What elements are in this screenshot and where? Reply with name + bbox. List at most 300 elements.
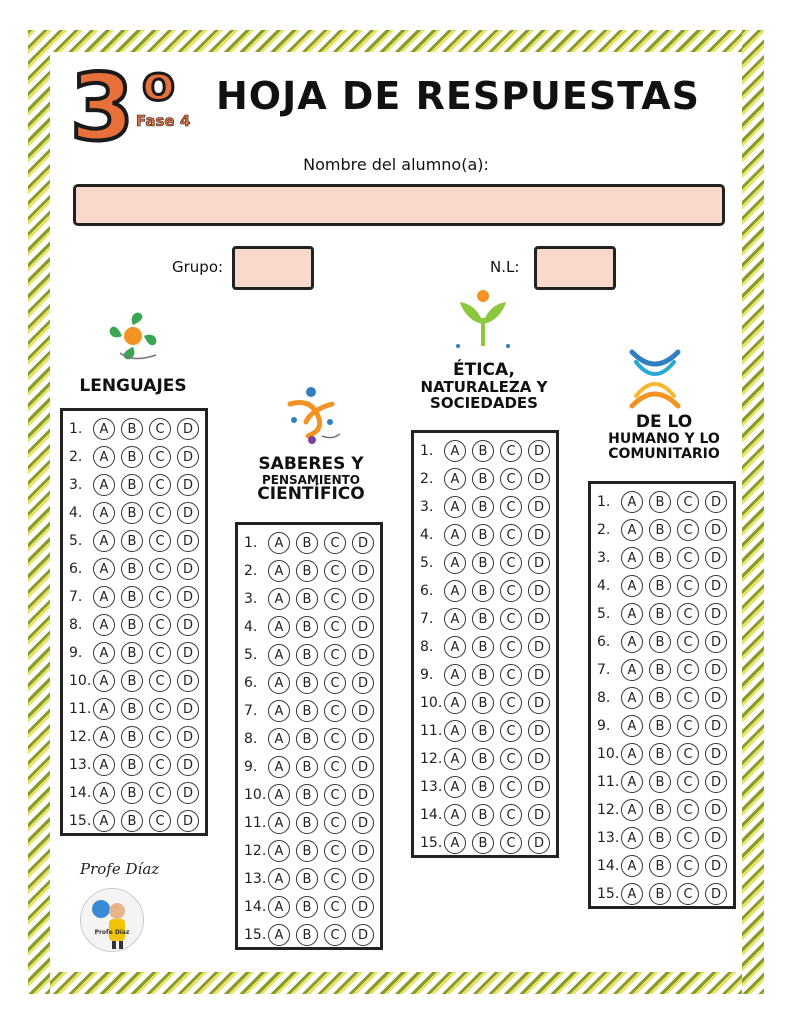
answer-bubble-b[interactable]: B [296, 672, 318, 694]
answer-bubble-a[interactable]: A [268, 672, 290, 694]
answer-bubble-d[interactable]: D [705, 827, 727, 849]
answer-bubble-b[interactable]: B [121, 418, 143, 440]
answer-bubble-d[interactable]: D [528, 496, 550, 518]
field-title-line: SOCIEDADES [430, 393, 538, 412]
answer-bubble-d[interactable]: D [352, 924, 374, 946]
question-row [63, 695, 205, 723]
answer-bubble-b[interactable]: B [649, 575, 671, 597]
answer-bubble-a[interactable]: A [268, 588, 290, 610]
question-number: 8. [420, 639, 434, 655]
answer-bubble-d[interactable]: D [705, 687, 727, 709]
field-title-line: ÉTICA, [453, 360, 515, 380]
answer-bubble-d[interactable]: D [705, 715, 727, 737]
question-number: 2. [244, 563, 258, 579]
answer-bubble-a[interactable]: A [444, 524, 466, 546]
answer-bubble-b[interactable]: B [296, 924, 318, 946]
answer-bubble-a[interactable]: A [444, 748, 466, 770]
answer-bubble-a[interactable]: A [621, 855, 643, 877]
answer-bubble-c[interactable]: C [500, 832, 522, 854]
answer-bubble-b[interactable]: B [296, 840, 318, 862]
answer-bubble-d[interactable]: D [352, 728, 374, 750]
question-number: 9. [597, 718, 611, 734]
question-row [591, 656, 733, 684]
answer-bubble-a[interactable]: A [93, 446, 115, 468]
answer-bubble-d[interactable]: D [528, 832, 550, 854]
answer-bubble-c[interactable]: C [500, 692, 522, 714]
answer-bubble-a[interactable]: A [268, 756, 290, 778]
answer-bubble-d[interactable]: D [528, 776, 550, 798]
answer-bubble-d[interactable]: D [352, 588, 374, 610]
question-row [414, 773, 556, 801]
answer-bubble-c[interactable]: C [500, 440, 522, 462]
answer-bubble-a[interactable]: A [444, 720, 466, 742]
answer-bubble-c[interactable]: C [677, 855, 699, 877]
question-row [414, 633, 556, 661]
question-number: 2. [420, 471, 434, 487]
answer-bubble-b[interactable]: B [472, 440, 494, 462]
answer-bubble-a[interactable]: A [621, 687, 643, 709]
answer-bubble-d[interactable]: D [528, 804, 550, 826]
answer-bubble-a[interactable]: A [268, 616, 290, 638]
answer-bubble-d[interactable]: D [528, 636, 550, 658]
answer-bubble-a[interactable]: A [93, 698, 115, 720]
answer-bubble-a[interactable]: A [444, 580, 466, 602]
answer-bubble-a[interactable]: A [93, 558, 115, 580]
answer-bubble-d[interactable]: D [528, 748, 550, 770]
answer-bubble-a[interactable]: A [93, 782, 115, 804]
answer-bubble-c[interactable]: C [500, 580, 522, 602]
answer-bubble-d[interactable]: D [352, 700, 374, 722]
answer-bubble-c[interactable]: C [500, 776, 522, 798]
answer-bubble-c[interactable]: C [500, 804, 522, 826]
answer-bubble-c[interactable]: C [677, 547, 699, 569]
avatar-caption: Profe Díaz [94, 929, 130, 936]
answer-bubble-a[interactable]: A [444, 832, 466, 854]
answer-bubble-a[interactable]: A [444, 468, 466, 490]
answer-bubble-c[interactable]: C [324, 868, 346, 890]
answer-bubble-b[interactable]: B [472, 832, 494, 854]
answer-bubble-b[interactable]: B [296, 756, 318, 778]
answer-bubble-b[interactable]: B [296, 896, 318, 918]
answer-bubble-d[interactable]: D [177, 474, 199, 496]
answer-bubble-d[interactable]: D [177, 446, 199, 468]
answer-bubble-d[interactable]: D [352, 616, 374, 638]
question-row [63, 667, 205, 695]
answer-bubble-a[interactable]: A [268, 840, 290, 862]
answer-bubble-d[interactable]: D [528, 552, 550, 574]
answer-bubble-c[interactable]: C [677, 631, 699, 653]
author-avatar [80, 888, 144, 952]
answer-bubble-c[interactable]: C [500, 524, 522, 546]
answer-bubble-c[interactable]: C [677, 743, 699, 765]
field-title-line: CIENTÍFICO [257, 484, 365, 505]
answer-bubble-c[interactable]: C [324, 728, 346, 750]
answer-bubble-c[interactable]: C [149, 558, 171, 580]
answer-bubble-b[interactable]: B [472, 608, 494, 630]
answer-bubble-b[interactable]: B [121, 530, 143, 552]
answer-bubble-c[interactable]: C [500, 720, 522, 742]
question-row [238, 641, 380, 669]
answer-bubble-c[interactable]: C [500, 496, 522, 518]
answer-bubble-b[interactable]: B [472, 748, 494, 770]
answer-bubble-a[interactable]: A [621, 603, 643, 625]
answer-bubble-d[interactable]: D [528, 580, 550, 602]
answer-bubble-c[interactable]: C [324, 672, 346, 694]
answer-bubble-c[interactable]: C [149, 754, 171, 776]
question-row [63, 639, 205, 667]
answer-bubble-a[interactable]: A [268, 896, 290, 918]
answer-bubble-c[interactable]: C [324, 644, 346, 666]
answer-bubble-d[interactable]: D [705, 743, 727, 765]
answer-bubble-b[interactable]: B [472, 524, 494, 546]
answer-bubble-c[interactable]: C [324, 588, 346, 610]
answer-bubble-b[interactable]: B [472, 664, 494, 686]
answer-bubble-b[interactable]: B [472, 692, 494, 714]
grade-ordinal: o [142, 56, 175, 112]
answer-bubble-d[interactable]: D [177, 502, 199, 524]
answer-bubble-b[interactable]: B [649, 855, 671, 877]
question-number: 14. [69, 785, 92, 801]
answer-bubble-d[interactable]: D [352, 784, 374, 806]
answer-bubble-b[interactable]: B [296, 784, 318, 806]
answer-bubble-c[interactable]: C [324, 532, 346, 554]
answer-bubble-c[interactable]: C [677, 519, 699, 541]
answer-bubble-c[interactable]: C [677, 575, 699, 597]
question-number: 15. [420, 835, 443, 851]
answer-bubble-d[interactable]: D [705, 575, 727, 597]
question-number: 10. [420, 695, 443, 711]
answer-bubble-b[interactable]: B [472, 552, 494, 574]
answer-bubble-b[interactable]: B [472, 496, 494, 518]
group-field[interactable] [232, 246, 314, 290]
answer-bubble-a[interactable]: A [444, 804, 466, 826]
answer-bubble-d[interactable]: D [352, 868, 374, 890]
answer-bubble-d[interactable]: D [528, 692, 550, 714]
answer-bubble-b[interactable]: B [121, 558, 143, 580]
answer-bubble-d[interactable]: D [528, 524, 550, 546]
answer-bubble-a[interactable]: A [444, 608, 466, 630]
answer-bubble-a[interactable]: A [93, 614, 115, 636]
question-row [414, 717, 556, 745]
answer-bubble-b[interactable]: B [472, 636, 494, 658]
answer-bubble-c[interactable]: C [324, 784, 346, 806]
answer-bubble-d[interactable]: D [705, 659, 727, 681]
answer-bubble-c[interactable]: C [149, 474, 171, 496]
answer-bubble-b[interactable]: B [649, 659, 671, 681]
answer-bubble-b[interactable]: B [649, 743, 671, 765]
answer-bubble-d[interactable]: D [528, 440, 550, 462]
answer-bubble-b[interactable]: B [649, 715, 671, 737]
answer-bubble-c[interactable]: C [149, 670, 171, 692]
answer-bubble-d[interactable]: D [352, 644, 374, 666]
question-number: 13. [69, 757, 92, 773]
answer-bubble-a[interactable]: A [93, 502, 115, 524]
answer-bubble-d[interactable]: D [705, 631, 727, 653]
answer-bubble-b[interactable]: B [121, 586, 143, 608]
answer-bubble-c[interactable]: C [677, 491, 699, 513]
question-row [414, 745, 556, 773]
question-number: 13. [244, 871, 267, 887]
answer-bubble-a[interactable]: A [268, 560, 290, 582]
answer-bubble-d[interactable]: D [177, 614, 199, 636]
answer-bubble-a[interactable]: A [93, 726, 115, 748]
answer-bubble-b[interactable]: B [649, 491, 671, 513]
answer-bubble-b[interactable]: B [121, 754, 143, 776]
answer-bubble-b[interactable]: B [296, 588, 318, 610]
answer-bubble-c[interactable]: C [149, 502, 171, 524]
answer-bubble-b[interactable]: B [296, 532, 318, 554]
answer-bubble-a[interactable]: A [93, 754, 115, 776]
answer-bubble-b[interactable]: B [649, 771, 671, 793]
answer-bubble-c[interactable]: C [149, 418, 171, 440]
lenguajes-logo-icon [100, 303, 166, 369]
answer-bubble-c[interactable]: C [324, 756, 346, 778]
answer-bubble-a[interactable]: A [621, 799, 643, 821]
answer-bubble-c[interactable]: C [677, 603, 699, 625]
answer-bubble-a[interactable]: A [268, 924, 290, 946]
answer-bubble-c[interactable]: C [324, 840, 346, 862]
answer-bubble-a[interactable]: A [621, 743, 643, 765]
answer-bubble-d[interactable]: D [177, 530, 199, 552]
answer-bubble-d[interactable]: D [705, 883, 727, 905]
answer-bubble-a[interactable]: A [621, 519, 643, 541]
answer-bubble-c[interactable]: C [149, 530, 171, 552]
answer-bubble-d[interactable]: D [177, 782, 199, 804]
answer-bubble-a[interactable]: A [444, 664, 466, 686]
answer-bubble-c[interactable]: C [324, 700, 346, 722]
answer-bubble-a[interactable]: A [621, 827, 643, 849]
answer-bubble-b[interactable]: B [121, 670, 143, 692]
question-number: 15. [597, 886, 620, 902]
answer-bubble-a[interactable]: A [621, 659, 643, 681]
answer-bubble-b[interactable]: B [121, 502, 143, 524]
answer-bubble-a[interactable]: A [621, 883, 643, 905]
answer-bubble-a[interactable]: A [268, 812, 290, 834]
question-row [63, 415, 205, 443]
answer-bubble-b[interactable]: B [649, 631, 671, 653]
answer-bubble-b[interactable]: B [121, 810, 143, 832]
answer-bubble-a[interactable]: A [93, 586, 115, 608]
question-number: 5. [244, 647, 258, 663]
answer-bubble-d[interactable]: D [177, 726, 199, 748]
answer-bubble-c[interactable]: C [149, 726, 171, 748]
answer-bubble-b[interactable]: B [649, 799, 671, 821]
answer-bubble-b[interactable]: B [472, 776, 494, 798]
answer-bubble-c[interactable]: C [500, 748, 522, 770]
answer-bubble-d[interactable]: D [177, 558, 199, 580]
answer-bubble-c[interactable]: C [500, 552, 522, 574]
question-number: 3. [597, 550, 611, 566]
question-row [63, 527, 205, 555]
answer-bubble-d[interactable]: D [528, 468, 550, 490]
question-row [63, 443, 205, 471]
question-row [238, 613, 380, 641]
answer-bubble-b[interactable]: B [649, 687, 671, 709]
answer-bubble-a[interactable]: A [444, 636, 466, 658]
answer-bubble-b[interactable]: B [296, 812, 318, 834]
question-row [591, 796, 733, 824]
answer-bubble-d[interactable]: D [352, 896, 374, 918]
question-row [63, 807, 205, 835]
answer-bubble-b[interactable]: B [121, 782, 143, 804]
question-row [63, 611, 205, 639]
answer-bubble-d[interactable]: D [705, 771, 727, 793]
answer-bubble-b[interactable]: B [472, 468, 494, 490]
answer-bubble-b[interactable]: B [121, 614, 143, 636]
answer-bubble-b[interactable]: B [121, 698, 143, 720]
answer-bubble-b[interactable]: B [121, 642, 143, 664]
answer-bubble-a[interactable]: A [444, 496, 466, 518]
answer-bubble-c[interactable]: C [149, 642, 171, 664]
answer-bubble-c[interactable]: C [677, 827, 699, 849]
answer-bubble-a[interactable]: A [444, 692, 466, 714]
question-number: 9. [420, 667, 434, 683]
teacher-avatar-icon [81, 889, 143, 951]
answer-bubble-a[interactable]: A [621, 575, 643, 597]
answer-bubble-a[interactable]: A [444, 552, 466, 574]
answer-bubble-a[interactable]: A [444, 440, 466, 462]
answer-bubble-c[interactable]: C [677, 659, 699, 681]
answer-bubble-d[interactable]: D [352, 532, 374, 554]
question-row [238, 893, 380, 921]
answer-bubble-a[interactable]: A [621, 547, 643, 569]
answer-bubble-c[interactable]: C [677, 715, 699, 737]
question-row [591, 824, 733, 852]
answer-bubble-d[interactable]: D [177, 698, 199, 720]
answer-bubble-a[interactable]: A [93, 642, 115, 664]
answer-bubble-c[interactable]: C [500, 468, 522, 490]
answer-bubble-c[interactable]: C [324, 812, 346, 834]
question-number: 4. [69, 505, 83, 521]
answer-bubble-d[interactable]: D [705, 547, 727, 569]
answer-bubble-d[interactable]: D [352, 840, 374, 862]
answer-bubble-d[interactable]: D [352, 560, 374, 582]
answer-bubble-c[interactable]: C [149, 586, 171, 608]
answer-bubble-d[interactable]: D [705, 855, 727, 877]
answer-bubble-a[interactable]: A [621, 631, 643, 653]
answer-bubble-d[interactable]: D [177, 586, 199, 608]
answer-bubble-b[interactable]: B [649, 519, 671, 541]
question-row [591, 488, 733, 516]
answer-bubble-c[interactable]: C [677, 799, 699, 821]
answer-bubble-b[interactable]: B [296, 728, 318, 750]
answer-bubble-d[interactable]: D [705, 491, 727, 513]
answer-bubble-a[interactable]: A [268, 728, 290, 750]
answer-bubble-c[interactable]: C [677, 687, 699, 709]
answer-bubble-d[interactable]: D [705, 799, 727, 821]
answer-bubble-b[interactable]: B [296, 560, 318, 582]
answer-bubble-b[interactable]: B [296, 644, 318, 666]
answer-bubble-a[interactable]: A [93, 810, 115, 832]
answer-grid-humano [588, 481, 736, 909]
answer-bubble-d[interactable]: D [177, 754, 199, 776]
answer-bubble-b[interactable]: B [472, 804, 494, 826]
answer-bubble-d[interactable]: D [705, 519, 727, 541]
answer-bubble-c[interactable]: C [149, 810, 171, 832]
answer-bubble-b[interactable]: B [296, 868, 318, 890]
answer-bubble-d[interactable]: D [177, 418, 199, 440]
answer-bubble-d[interactable]: D [177, 642, 199, 664]
answer-bubble-b[interactable]: B [649, 603, 671, 625]
answer-bubble-c[interactable]: C [500, 608, 522, 630]
question-number: 9. [244, 759, 258, 775]
question-row [238, 669, 380, 697]
answer-bubble-a[interactable]: A [268, 784, 290, 806]
question-row [591, 600, 733, 628]
question-row [238, 753, 380, 781]
question-number: 5. [69, 533, 83, 549]
answer-bubble-a[interactable]: A [93, 474, 115, 496]
student-name-field[interactable] [73, 184, 725, 226]
answer-bubble-a[interactable]: A [268, 868, 290, 890]
answer-bubble-d[interactable]: D [177, 670, 199, 692]
answer-bubble-b[interactable]: B [472, 720, 494, 742]
answer-bubble-a[interactable]: A [268, 700, 290, 722]
answer-bubble-b[interactable]: B [649, 827, 671, 849]
answer-bubble-d[interactable]: D [177, 810, 199, 832]
answer-bubble-d[interactable]: D [528, 608, 550, 630]
answer-bubble-c[interactable]: C [149, 698, 171, 720]
question-number: 1. [420, 443, 434, 459]
answer-bubble-c[interactable]: C [149, 782, 171, 804]
answer-bubble-b[interactable]: B [121, 726, 143, 748]
answer-bubble-b[interactable]: B [121, 474, 143, 496]
answer-bubble-a[interactable]: A [268, 644, 290, 666]
answer-bubble-a[interactable]: A [444, 776, 466, 798]
answer-bubble-c[interactable]: C [500, 636, 522, 658]
answer-bubble-b[interactable]: B [296, 700, 318, 722]
answer-bubble-c[interactable]: C [324, 560, 346, 582]
question-row [414, 689, 556, 717]
answer-bubble-a[interactable]: A [621, 771, 643, 793]
answer-bubble-a[interactable]: A [93, 670, 115, 692]
question-row [591, 516, 733, 544]
answer-bubble-c[interactable]: C [677, 771, 699, 793]
question-row [63, 723, 205, 751]
answer-bubble-c[interactable]: C [500, 664, 522, 686]
answer-bubble-b[interactable]: B [472, 580, 494, 602]
answer-bubble-b[interactable]: B [121, 446, 143, 468]
answer-bubble-b[interactable]: B [649, 547, 671, 569]
answer-bubble-c[interactable]: C [324, 616, 346, 638]
answer-bubble-c[interactable]: C [149, 446, 171, 468]
answer-bubble-d[interactable]: D [705, 603, 727, 625]
answer-bubble-d[interactable]: D [528, 720, 550, 742]
answer-bubble-b[interactable]: B [649, 883, 671, 905]
answer-bubble-a[interactable]: A [93, 530, 115, 552]
answer-bubble-a[interactable]: A [268, 532, 290, 554]
field-title-saberes [236, 456, 386, 504]
question-number: 10. [597, 746, 620, 762]
answer-bubble-c[interactable]: C [677, 883, 699, 905]
answer-bubble-d[interactable]: D [528, 664, 550, 686]
answer-bubble-d[interactable]: D [352, 756, 374, 778]
answer-bubble-c[interactable]: C [324, 896, 346, 918]
answer-bubble-d[interactable]: D [352, 812, 374, 834]
grade-number: 3 [70, 54, 135, 161]
answer-bubble-a[interactable]: A [621, 491, 643, 513]
answer-bubble-a[interactable]: A [621, 715, 643, 737]
answer-bubble-c[interactable]: C [324, 924, 346, 946]
answer-bubble-c[interactable]: C [149, 614, 171, 636]
answer-bubble-d[interactable]: D [352, 672, 374, 694]
question-number: 3. [420, 499, 434, 515]
question-row [63, 779, 205, 807]
fase-label: Fase 4 [136, 112, 191, 130]
list-number-field[interactable] [534, 246, 616, 290]
answer-bubble-b[interactable]: B [296, 616, 318, 638]
answer-bubble-a[interactable]: A [93, 418, 115, 440]
